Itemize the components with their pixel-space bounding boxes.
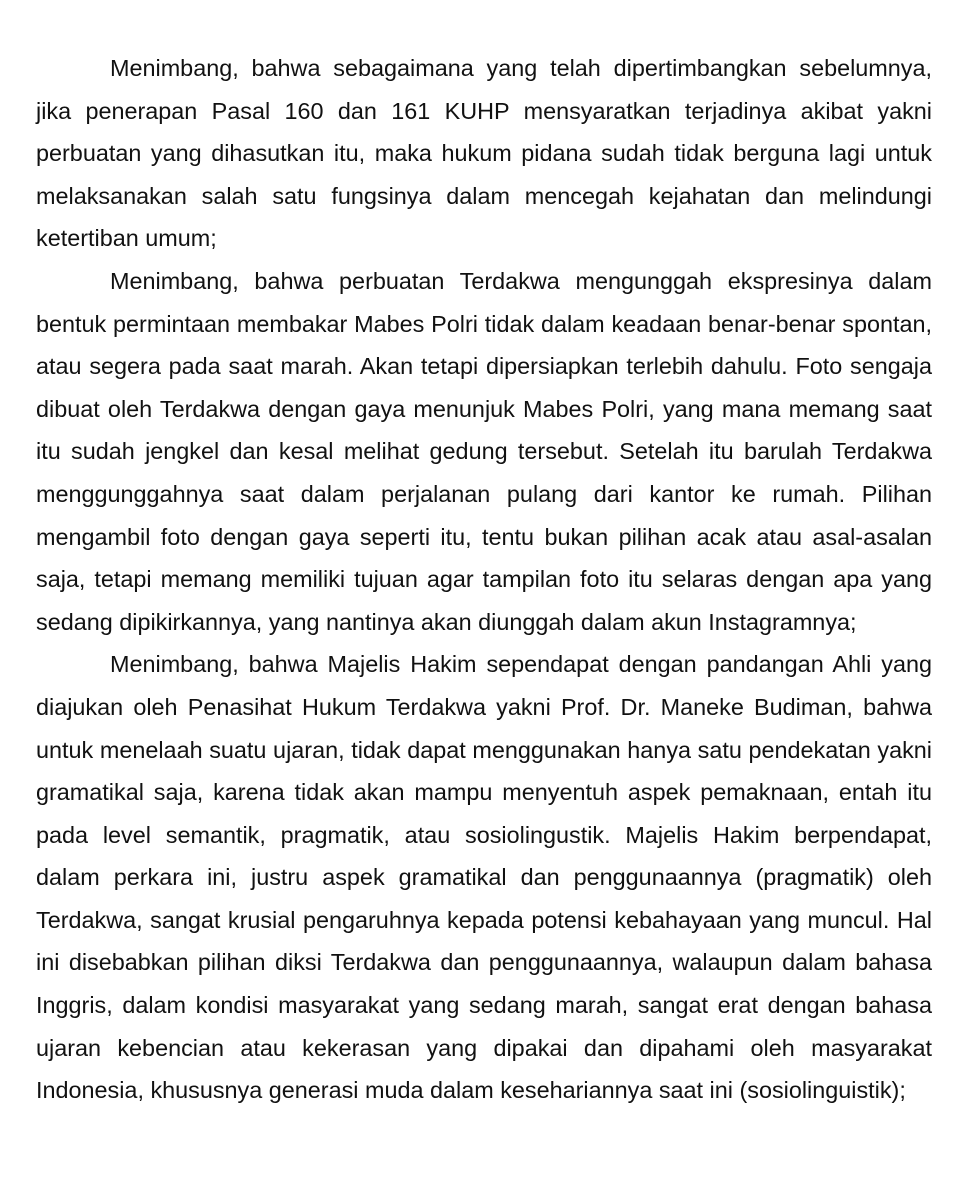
document-page bbox=[36, 47, 932, 1112]
paragraph-consideration-3: Menimbang, bahwa Majelis Hakim sependapat dengan pandangan Ahli yang diajukan oleh Penasihat Hukum Terdakwa yakni Prof. Dr. Maneke Budiman, bahwa untuk menelaah suatu ujaran, tidak dapat menggunakan hanya satu pendekatan yakni gramatikal saja, karena tidak akan mampu menyentuh aspek pemaknaan, entah itu pada level semantik, pragmatik, atau sosiolingustik. Majelis Hakim berpendapat, dalam perkara ini, justru aspek gramatikal dan penggunaannya (pragmatik) oleh Terdakwa, sangat krusial pengaruhnya kepada potensi kebahayaan yang muncul. Hal ini disebabkan pilihan diksi Terdakwa dan penggunaannya, walaupun dalam bahasa Inggris, dalam kondisi masyarakat yang sedang marah, sangat erat dengan bahasa ujaran kebencian atau kekerasan yang dipakai dan dipahami oleh masyarakat Indonesia, khususnya generasi muda dalam kesehariannya saat ini (sosiolinguistik); bbox=[36, 651, 932, 1104]
paragraph-consideration-1: Menimbang, bahwa sebagaimana yang telah dipertimbangkan sebelumnya, jika penerapan Pasal 160 dan 161 KUHP mensyaratkan terjadinya akibat yakni perbuatan yang dihasutkan itu, maka hukum pidana sudah tidak berguna lagi untuk melaksanakan salah satu fungsinya dalam mencegah kejahatan dan melindungi ketertiban umum; bbox=[36, 55, 932, 252]
paragraph-consideration-2: Menimbang, bahwa perbuatan Terdakwa mengunggah ekspresinya dalam bentuk permintaan membakar Mabes Polri tidak dalam keadaan benar-benar spontan, atau segera pada saat marah. Akan tetapi dipersiapkan terlebih dahulu. Foto sengaja dibuat oleh Terdakwa dengan gaya menunjuk Mabes Polri, yang mana memang saat itu sudah jengkel dan kesal melihat gedung tersebut. Setelah itu barulah Terdakwa menggunggahnya saat dalam perjalanan pulang dari kantor ke rumah. Pilihan mengambil foto dengan gaya seperti itu, tentu bukan pilihan acak atau asal-asalan saja, tetapi memang memiliki tujuan agar tampilan foto itu selaras dengan apa yang sedang dipikirkannya, yang nantinya akan diunggah dalam akun Instagramnya; bbox=[36, 267, 932, 635]
